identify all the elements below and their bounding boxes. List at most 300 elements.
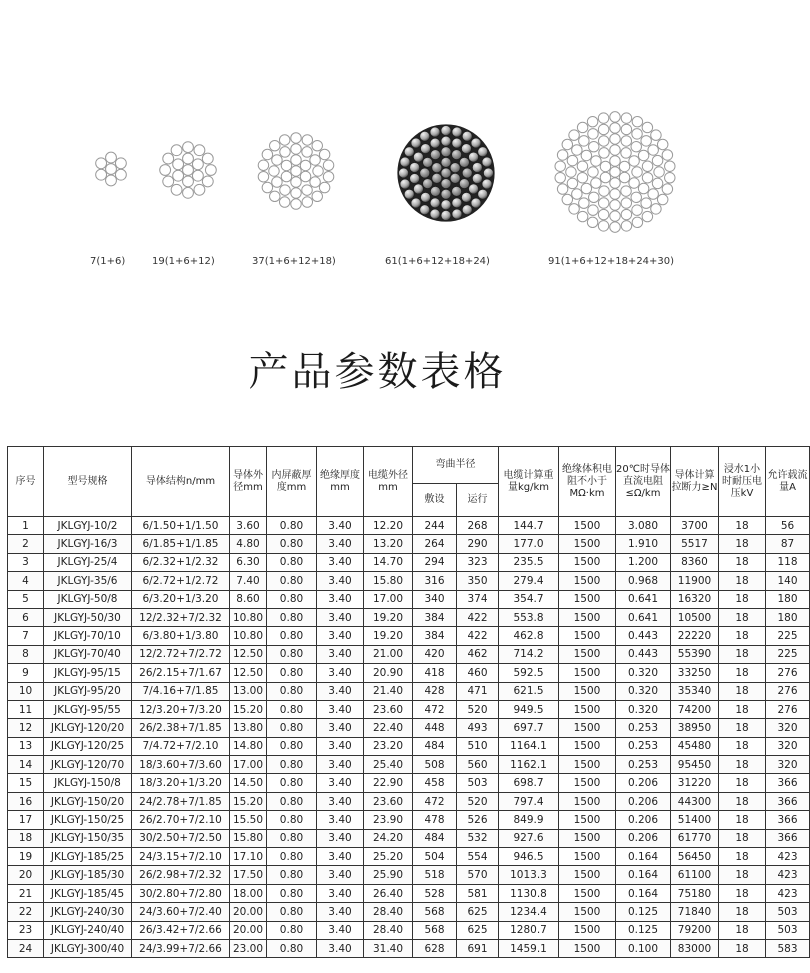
cell-no: 1: [8, 517, 44, 535]
cell-inner-shield: 0.80: [267, 921, 317, 939]
wire-strand: [413, 184, 423, 194]
cell-structure: 12/2.32+7/2.32: [132, 608, 230, 626]
cell-insulation-resistance: 1500: [559, 645, 616, 663]
cell-voltage: 18: [719, 921, 766, 939]
cell-insulation-resistance: 1500: [559, 664, 616, 682]
wire-strand: [171, 184, 182, 195]
cell-structure: 12/2.72+7/2.72: [132, 645, 230, 663]
cell-bend-run: 268: [457, 517, 499, 535]
cell-insulation: 3.40: [317, 866, 364, 884]
cell-conductor-od: 10.80: [230, 627, 267, 645]
wire-strand: [461, 192, 471, 202]
cell-bend-run: 350: [457, 572, 499, 590]
wire-strand: [106, 175, 117, 186]
cell-model: JKLGYJ-120/25: [44, 737, 132, 755]
wire-strand: [555, 161, 565, 171]
wire-strand: [302, 185, 312, 195]
cell-insulation-resistance: 1500: [559, 737, 616, 755]
cell-current: 56: [766, 517, 810, 535]
cell-structure: 24/2.78+7/1.85: [132, 792, 230, 810]
wire-strand: [420, 205, 430, 215]
wire-strand: [312, 140, 322, 150]
cell-voltage: 18: [719, 737, 766, 755]
cell-cable-od: 15.80: [364, 572, 413, 590]
cell-conductor-resistance: 0.206: [616, 811, 671, 829]
cell-weight: 354.7: [499, 590, 559, 608]
cell-tensile: 79200: [671, 921, 719, 939]
cell-conductor-od: 23.00: [230, 939, 267, 957]
cell-insulation: 3.40: [317, 756, 364, 774]
cell-voltage: 18: [719, 517, 766, 535]
cell-tensile: 61100: [671, 866, 719, 884]
wire-strand: [652, 178, 662, 188]
wire-strand: [279, 197, 289, 207]
cell-no: 13: [8, 737, 44, 755]
cell-conductor-resistance: 0.320: [616, 700, 671, 718]
cell-insulation: 3.40: [317, 884, 364, 902]
table-row: [8, 792, 810, 810]
table-row: [8, 553, 810, 571]
cell-bend-install: 340: [413, 590, 457, 608]
wire-strand: [258, 172, 268, 182]
wire-strand: [441, 200, 451, 210]
cell-model: JKLGYJ-150/25: [44, 811, 132, 829]
wire-strand: [319, 149, 329, 159]
cell-no: 16: [8, 792, 44, 810]
cell-insulation: 3.40: [317, 682, 364, 700]
cell-conductor-od: 17.50: [230, 866, 267, 884]
cell-inner-shield: 0.80: [267, 553, 317, 571]
cell-insulation: 3.40: [317, 590, 364, 608]
wire-strand: [478, 189, 488, 199]
cell-current: 180: [766, 590, 810, 608]
wire-strand: [610, 178, 620, 188]
cell-voltage: 18: [719, 553, 766, 571]
wire-strand: [621, 113, 631, 123]
cell-tensile: 71840: [671, 903, 719, 921]
wire-strand: [441, 168, 451, 178]
table-row: [8, 737, 810, 755]
wire-strand: [598, 124, 608, 134]
strand-diagram-91: [537, 94, 693, 254]
cell-weight: 144.7: [499, 517, 559, 535]
table-row: [8, 590, 810, 608]
cell-inner-shield: 0.80: [267, 627, 317, 645]
cell-insulation: 3.40: [317, 774, 364, 792]
wire-strand: [291, 166, 301, 176]
cell-structure: 26/2.38+7/1.85: [132, 719, 230, 737]
cell-structure: 26/3.42+7/2.66: [132, 921, 230, 939]
cell-structure: 18/3.60+7/3.60: [132, 756, 230, 774]
wire-strand: [270, 191, 280, 201]
cell-tensile: 33250: [671, 664, 719, 682]
strand-diagram-19: [152, 134, 224, 210]
wire-strand: [642, 161, 652, 171]
cell-cable-od: 26.40: [364, 884, 413, 902]
wire-strand: [631, 192, 641, 202]
header-bend-install: 敷设: [413, 484, 457, 517]
cell-tensile: 56450: [671, 848, 719, 866]
cell-tensile: 74200: [671, 700, 719, 718]
cell-bend-install: 264: [413, 535, 457, 553]
cell-bend-install: 484: [413, 737, 457, 755]
wire-strand: [632, 205, 642, 215]
table-row: [8, 811, 810, 829]
cell-conductor-resistance: 0.443: [616, 645, 671, 663]
wire-strand: [600, 172, 610, 182]
cell-tensile: 55390: [671, 645, 719, 663]
cell-tensile: 61770: [671, 829, 719, 847]
wire-strand: [404, 147, 414, 157]
cell-voltage: 18: [719, 645, 766, 663]
table-row: [8, 756, 810, 774]
cell-conductor-od: 13.00: [230, 682, 267, 700]
wire-strand: [472, 162, 482, 172]
cell-model: JKLGYJ-50/8: [44, 590, 132, 608]
cell-bend-install: 244: [413, 517, 457, 535]
header-bend-run: 运行: [457, 484, 499, 517]
cell-no: 23: [8, 921, 44, 939]
cell-cable-od: 23.90: [364, 811, 413, 829]
cell-insulation-resistance: 1500: [559, 572, 616, 590]
header-bend-radius: 弯曲半径: [413, 447, 499, 484]
cell-tensile: 44300: [671, 792, 719, 810]
cell-insulation: 3.40: [317, 572, 364, 590]
cell-no: 20: [8, 866, 44, 884]
cell-cable-od: 28.40: [364, 921, 413, 939]
cell-voltage: 18: [719, 866, 766, 884]
cell-insulation: 3.40: [317, 664, 364, 682]
cell-insulation-resistance: 1500: [559, 811, 616, 829]
cell-weight: 1280.7: [499, 921, 559, 939]
cell-bend-install: 484: [413, 829, 457, 847]
header-insulation-resistance: 绝缘体积电阻不小于MΩ·km: [559, 447, 616, 517]
cell-current: 140: [766, 572, 810, 590]
cell-cable-od: 21.40: [364, 682, 413, 700]
cell-current: 320: [766, 719, 810, 737]
table-row: [8, 903, 810, 921]
cell-voltage: 18: [719, 627, 766, 645]
cell-cable-od: 13.20: [364, 535, 413, 553]
cell-inner-shield: 0.80: [267, 682, 317, 700]
cell-voltage: 18: [719, 939, 766, 957]
wire-strand: [662, 184, 672, 194]
table-row: [8, 645, 810, 663]
header-weight: 电缆计算重量kg/km: [499, 447, 559, 517]
cell-insulation: 3.40: [317, 921, 364, 939]
cell-cable-od: 14.70: [364, 553, 413, 571]
cell-weight: 697.7: [499, 719, 559, 737]
cell-model: JKLGYJ-185/30: [44, 866, 132, 884]
wire-strand: [461, 144, 471, 154]
cell-tensile: 16320: [671, 590, 719, 608]
cell-current: 366: [766, 829, 810, 847]
wire-strand: [610, 134, 620, 144]
cell-structure: 24/3.15+7/2.10: [132, 848, 230, 866]
cell-no: 6: [8, 608, 44, 626]
cell-weight: 279.4: [499, 572, 559, 590]
wire-strand: [192, 159, 203, 170]
cell-conductor-od: 15.80: [230, 829, 267, 847]
cell-conductor-resistance: 0.164: [616, 884, 671, 902]
cell-no: 3: [8, 553, 44, 571]
cell-tensile: 45480: [671, 737, 719, 755]
header-model: 型号规格: [44, 447, 132, 517]
wire-strand: [599, 186, 609, 196]
wire-strand: [183, 153, 194, 164]
cell-structure: 7/4.72+7/2.10: [132, 737, 230, 755]
cell-bend-install: 472: [413, 792, 457, 810]
wire-strand: [420, 192, 430, 202]
table-row: [8, 774, 810, 792]
wire-strand: [291, 199, 301, 209]
wire-strand: [96, 158, 107, 169]
wire-strand: [173, 170, 184, 181]
cell-no: 11: [8, 700, 44, 718]
wire-strand: [115, 158, 126, 169]
wire-strand: [452, 209, 462, 219]
cell-tensile: 75180: [671, 884, 719, 902]
wire-strand: [567, 178, 577, 188]
cell-no: 14: [8, 756, 44, 774]
cell-structure: 6/1.85+1/1.85: [132, 535, 230, 553]
cell-model: JKLGYJ-95/55: [44, 700, 132, 718]
wire-strand: [621, 148, 631, 158]
cell-insulation: 3.40: [317, 829, 364, 847]
wire-strand: [272, 177, 282, 187]
wire-strand: [588, 205, 598, 215]
table-row: [8, 572, 810, 590]
cell-bend-run: 471: [457, 682, 499, 700]
cell-structure: 12/3.20+7/3.20: [132, 700, 230, 718]
cell-conductor-resistance: 0.443: [616, 627, 671, 645]
cell-model: JKLGYJ-16/3: [44, 535, 132, 553]
wire-strand: [462, 168, 472, 178]
cell-inner-shield: 0.80: [267, 774, 317, 792]
wire-strand: [183, 165, 194, 176]
wire-strand: [441, 210, 451, 220]
wire-strand: [411, 198, 421, 208]
wire-strand: [569, 204, 579, 214]
cell-weight: 949.5: [499, 700, 559, 718]
cell-cable-od: 17.00: [364, 590, 413, 608]
cell-current: 366: [766, 774, 810, 792]
cell-no: 12: [8, 719, 44, 737]
wire-strand: [302, 147, 312, 157]
wire-strand: [192, 170, 203, 181]
wire-strand: [619, 172, 629, 182]
cell-inner-shield: 0.80: [267, 590, 317, 608]
table-body: [8, 517, 810, 958]
cell-weight: 1162.1: [499, 756, 559, 774]
cell-model: JKLGYJ-120/70: [44, 756, 132, 774]
wire-strand: [291, 144, 301, 154]
wire-strand: [420, 131, 430, 141]
wire-strand: [657, 194, 667, 204]
header-tensile: 导体计算拉断力≥N: [671, 447, 719, 517]
cell-voltage: 18: [719, 608, 766, 626]
wire-strand: [632, 129, 642, 139]
wire-strand: [557, 150, 567, 160]
wire-strand: [587, 116, 597, 126]
wire-strand: [632, 116, 642, 126]
cell-structure: 24/3.99+7/2.66: [132, 939, 230, 957]
wire-strand: [258, 160, 268, 170]
wire-strand: [589, 192, 599, 202]
cell-conductor-resistance: 1.910: [616, 535, 671, 553]
cell-insulation: 3.40: [317, 700, 364, 718]
cell-bend-run: 422: [457, 627, 499, 645]
wire-strand: [452, 138, 462, 148]
wire-strand: [302, 135, 312, 145]
cell-bend-run: 462: [457, 645, 499, 663]
wire-strand: [163, 176, 174, 187]
wire-strand: [400, 157, 410, 167]
cell-bend-install: 518: [413, 866, 457, 884]
wire-strand: [632, 167, 642, 177]
strand-cross-section-61: [371, 98, 521, 248]
wire-strand: [610, 211, 620, 221]
cell-bend-install: 472: [413, 700, 457, 718]
cell-current: 276: [766, 700, 810, 718]
cell-bend-run: 374: [457, 590, 499, 608]
cell-no: 8: [8, 645, 44, 663]
cell-bend-install: 316: [413, 572, 457, 590]
cell-structure: 30/2.80+7/2.80: [132, 884, 230, 902]
wire-strand: [598, 221, 608, 231]
wire-strand: [469, 152, 479, 162]
cell-voltage: 18: [719, 719, 766, 737]
cell-insulation-resistance: 1500: [559, 866, 616, 884]
wire-strand: [641, 198, 651, 208]
wire-strand: [610, 123, 620, 133]
cell-conductor-od: 6.30: [230, 553, 267, 571]
cell-insulation-resistance: 1500: [559, 903, 616, 921]
cell-insulation-resistance: 1500: [559, 553, 616, 571]
cell-cable-od: 19.20: [364, 627, 413, 645]
cell-inner-shield: 0.80: [267, 939, 317, 957]
cell-bend-install: 418: [413, 664, 457, 682]
cell-bend-install: 568: [413, 921, 457, 939]
wire-strand: [638, 150, 648, 160]
cell-insulation: 3.40: [317, 553, 364, 571]
cell-bend-install: 384: [413, 627, 457, 645]
cell-insulation-resistance: 1500: [559, 719, 616, 737]
cell-bend-run: 460: [457, 664, 499, 682]
wire-strand: [657, 139, 667, 149]
cell-conductor-resistance: 0.100: [616, 939, 671, 957]
cell-conductor-od: 13.80: [230, 719, 267, 737]
cell-model: JKLGYJ-50/30: [44, 608, 132, 626]
wire-strand: [291, 133, 301, 143]
wire-strand: [462, 205, 472, 215]
table-row: [8, 939, 810, 957]
wire-strand: [441, 189, 451, 199]
wire-strand: [291, 177, 301, 187]
cell-cable-od: 23.60: [364, 792, 413, 810]
cell-conductor-od: 17.10: [230, 848, 267, 866]
wire-strand: [106, 164, 117, 175]
wire-strand: [319, 182, 329, 192]
cell-conductor-od: 17.00: [230, 756, 267, 774]
cell-inner-shield: 0.80: [267, 572, 317, 590]
strand-diagram-37: [245, 120, 347, 226]
cell-bend-install: 568: [413, 903, 457, 921]
cell-bend-run: 290: [457, 535, 499, 553]
cell-bend-run: 520: [457, 700, 499, 718]
wire-strand: [665, 161, 675, 171]
cell-tensile: 5517: [671, 535, 719, 553]
wire-strand: [579, 136, 589, 146]
wire-strand: [665, 173, 675, 183]
table-row: [8, 608, 810, 626]
cell-current: 320: [766, 737, 810, 755]
wire-strand: [562, 139, 572, 149]
cell-inner-shield: 0.80: [267, 848, 317, 866]
cell-insulation-resistance: 1500: [559, 535, 616, 553]
strand-diagram-7: [88, 146, 134, 196]
cell-conductor-od: 12.50: [230, 664, 267, 682]
wire-strand: [323, 160, 333, 170]
cell-voltage: 18: [719, 756, 766, 774]
cell-tensile: 95450: [671, 756, 719, 774]
cell-insulation-resistance: 1500: [559, 608, 616, 626]
wire-strand: [483, 168, 493, 178]
wire-strand: [96, 169, 107, 180]
wire-strand: [462, 131, 472, 141]
wire-strand: [577, 122, 587, 132]
cell-conductor-resistance: 3.080: [616, 517, 671, 535]
cell-bend-run: 503: [457, 774, 499, 792]
wire-strand: [651, 130, 661, 140]
cell-voltage: 18: [719, 792, 766, 810]
wire-strand: [572, 189, 582, 199]
strand-cross-section-37: [245, 120, 347, 222]
wire-strand: [482, 157, 492, 167]
wire-strand: [404, 189, 414, 199]
cell-no: 21: [8, 884, 44, 902]
wire-strand: [599, 148, 609, 158]
wire-strand: [555, 173, 565, 183]
wire-strand: [610, 167, 620, 177]
wire-strand: [610, 145, 620, 155]
strand-diagram-61: [371, 98, 521, 252]
wire-strand: [423, 157, 433, 167]
wire-strand: [662, 150, 672, 160]
table-header-row: [8, 447, 810, 484]
wire-strand: [577, 173, 587, 183]
cell-voltage: 18: [719, 700, 766, 718]
cell-bend-run: 520: [457, 792, 499, 810]
wire-strand: [300, 160, 310, 170]
wire-strand: [471, 138, 481, 148]
table-row: [8, 884, 810, 902]
table-row: [8, 682, 810, 700]
cell-bend-install: 458: [413, 774, 457, 792]
cell-current: 225: [766, 645, 810, 663]
cell-cable-od: 23.60: [364, 700, 413, 718]
cell-voltage: 18: [719, 682, 766, 700]
cell-weight: 1013.3: [499, 866, 559, 884]
wire-strand: [600, 161, 610, 171]
cell-structure: 30/2.50+7/2.50: [132, 829, 230, 847]
header-current: 允许载流量A: [766, 447, 810, 517]
table-row: [8, 627, 810, 645]
wire-strand: [262, 149, 272, 159]
cell-insulation-resistance: 1500: [559, 517, 616, 535]
wire-strand: [432, 173, 442, 183]
wire-strand: [648, 145, 658, 155]
